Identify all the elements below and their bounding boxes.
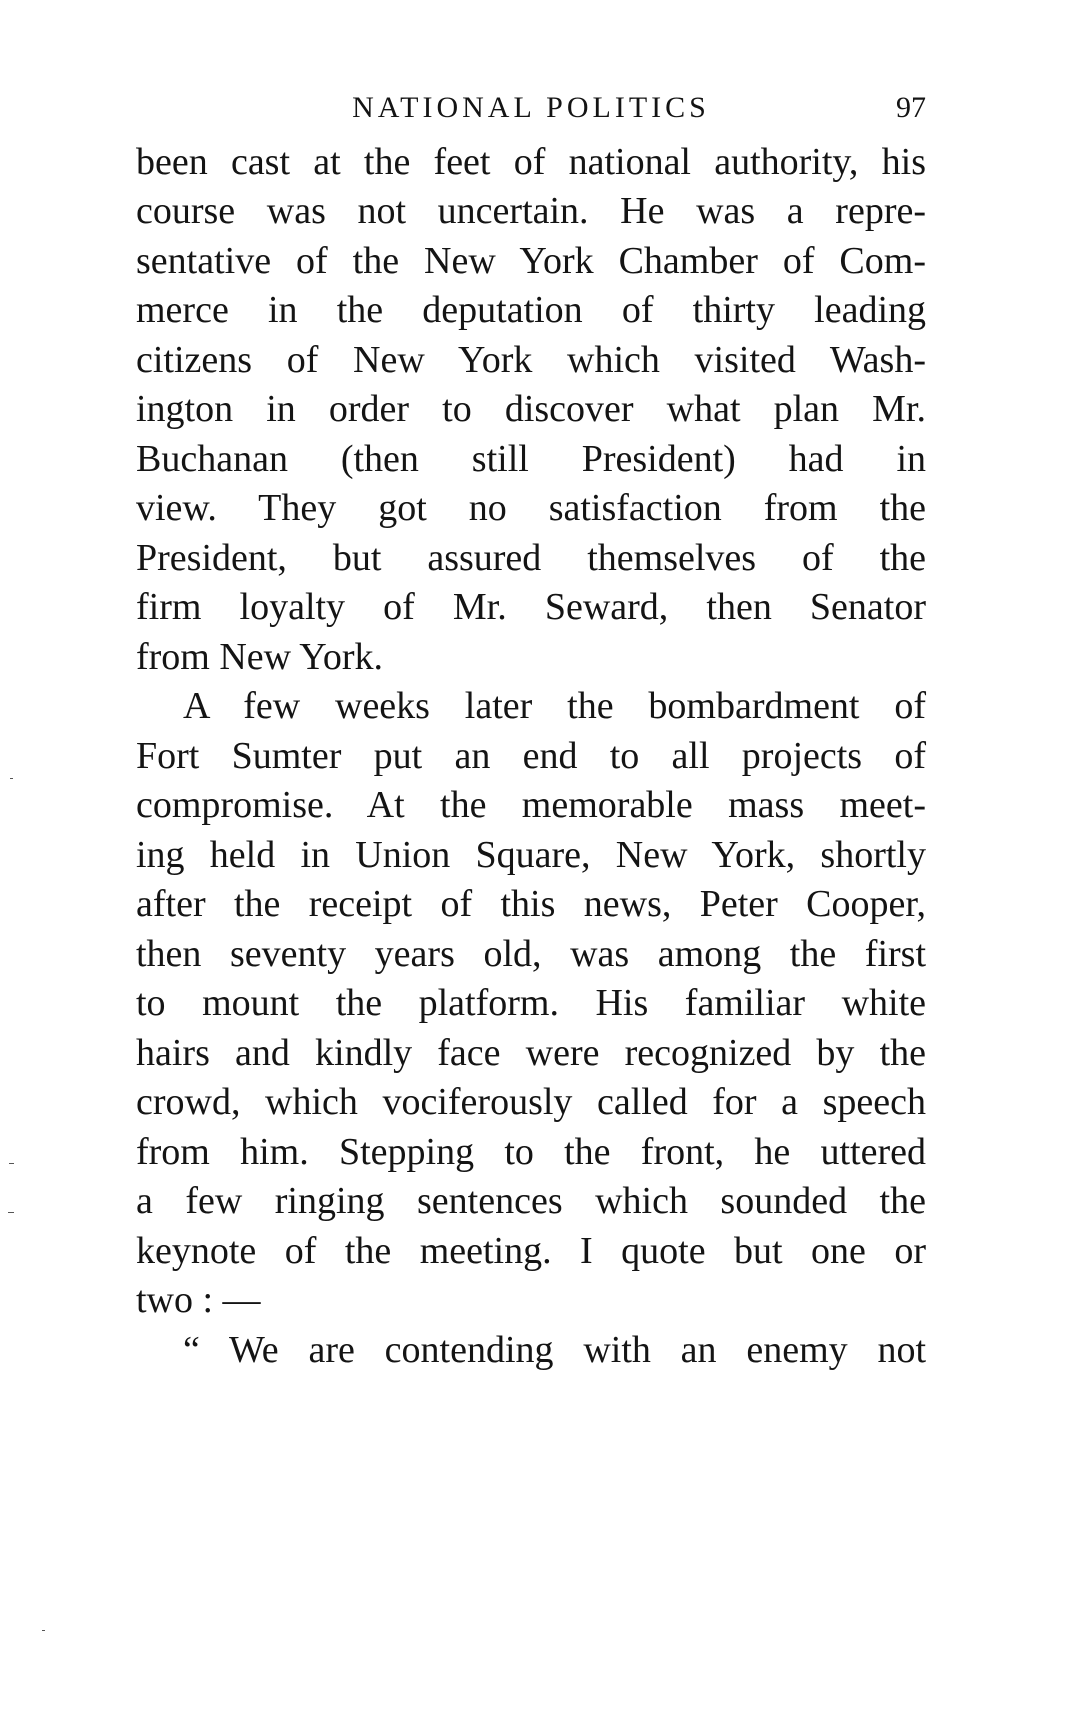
page-number: 97 [896,91,926,124]
text-line-paragraph-end: two : — [136,1279,261,1321]
running-head [136,86,926,130]
text-line: President, but assured themselves of the [136,537,926,579]
text-line: compromise. At the memorable mass meet- [136,784,926,826]
scan-speck [10,778,13,779]
text-line: been cast at the feet of national authority, his [136,141,926,183]
text-line-quote-start: “ We are contending with an enemy not [183,1329,926,1371]
text-line: view. They got no satisfaction from the [136,487,926,529]
text-line: firm loyalty of Mr. Seward, then Senator [136,586,926,628]
text-line-paragraph-end: from New York. [136,636,383,678]
text-line: ington in order to discover what plan Mr. [136,388,926,430]
text-line: sentative of the New York Chamber of Com- [136,240,926,282]
text-line: from him. Stepping to the front, he uttered [136,1131,926,1173]
text-line: crowd, which vociferously called for a speech [136,1081,926,1123]
text-line: keynote of the meeting. I quote but one or [136,1230,926,1272]
text-line: ing held in Union Square, New York, shortly [136,834,926,876]
text-line: course was not uncertain. He was a repre- [136,190,926,232]
text-line: merce in the deputation of thirty leading [136,289,926,331]
scan-speck [42,1630,45,1631]
text-line: to mount the platform. His familiar white [136,982,926,1024]
text-line-paragraph-start: A few weeks later the bombardment of [183,685,926,727]
text-line: Fort Sumter put an end to all projects of [136,735,926,777]
text-line: citizens of New York which visited Wash- [136,339,926,381]
running-title: NATIONAL POLITICS [352,91,710,124]
text-line: then seventy years old, was among the first [136,933,926,975]
text-line: hairs and kindly face were recognized by the [136,1032,926,1074]
scan-speck [8,1212,14,1213]
scan-speck [9,1163,14,1164]
text-line: Buchanan (then still President) had in [136,438,926,480]
text-line: after the receipt of this news, Peter Cooper, [136,883,926,925]
text-line: a few ringing sentences which sounded the [136,1180,926,1222]
